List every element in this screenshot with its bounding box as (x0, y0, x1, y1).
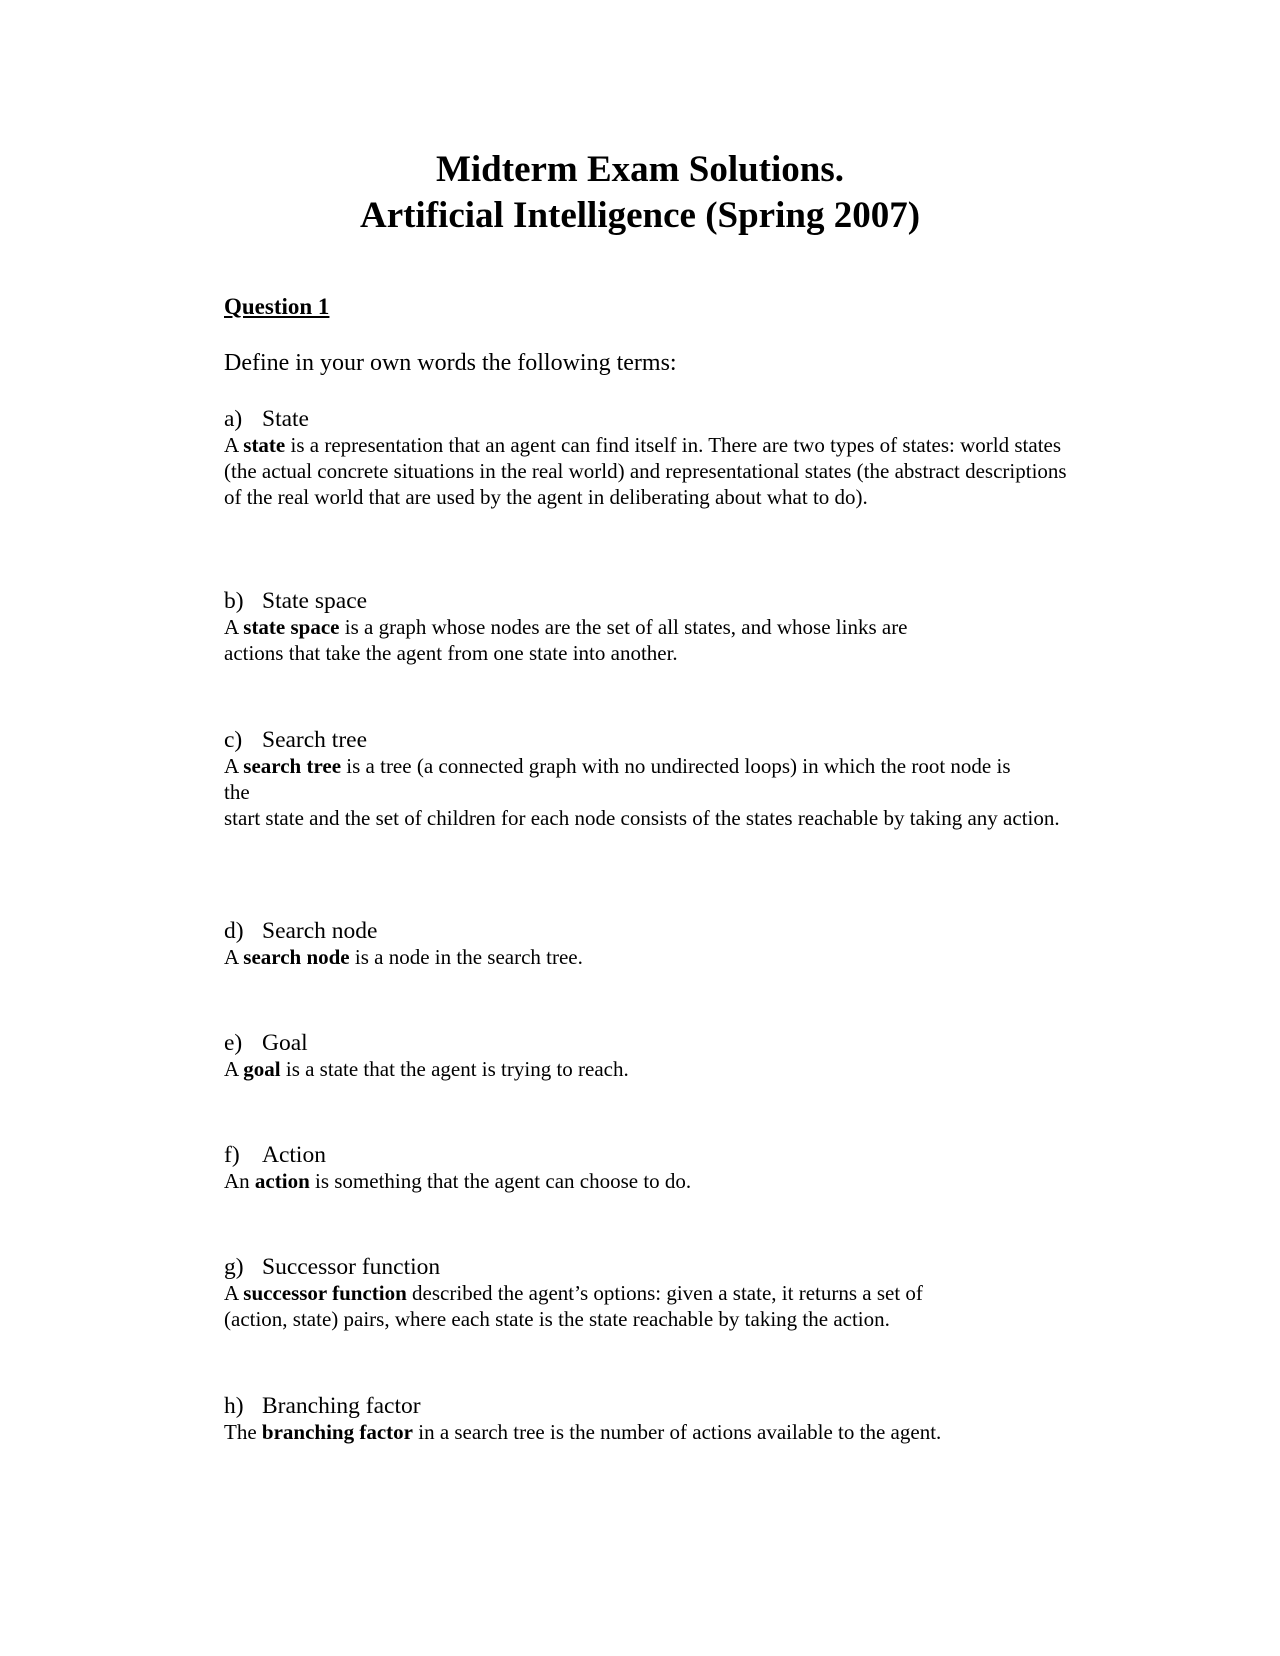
term-item-search-node (224, 918, 1084, 970)
term-definition-continued: actions that take the agent from one state into another. (224, 641, 678, 666)
definition-prefix: An (224, 1169, 255, 1193)
term-name: Search node (262, 918, 378, 944)
term-name: State (262, 406, 309, 432)
term-definition (224, 432, 1084, 511)
term-definition (224, 1280, 1084, 1306)
term-item-branching-factor (224, 1393, 1084, 1445)
term-item-goal (224, 1030, 1084, 1082)
definition-bold-term: state space (243, 615, 340, 639)
term-definition (224, 753, 1084, 779)
definition-prefix: A (224, 1057, 244, 1081)
definition-bold-term: search node (243, 945, 350, 969)
term-letter: c) (224, 727, 243, 753)
term-definition (224, 614, 1084, 640)
term-letter: d) (224, 918, 244, 944)
term-item-state-space (224, 588, 1084, 666)
term-definition (224, 1419, 1084, 1445)
definition-prefix: A (224, 754, 244, 778)
question-intro: Define in your own words the following terms: (224, 350, 677, 376)
term-letter: g) (224, 1254, 244, 1280)
question-heading: Question 1 (224, 294, 330, 319)
term-heading (224, 1254, 1084, 1280)
term-definition-continued: the (224, 780, 250, 805)
term-heading (224, 1142, 1084, 1168)
term-letter: a) (224, 406, 243, 432)
term-definition-continued: (action, state) pairs, where each state is the state reachable by taking the action. (224, 1307, 890, 1332)
term-heading (224, 1030, 1084, 1056)
term-heading (224, 406, 1084, 432)
definition-prefix: A (224, 1281, 244, 1305)
term-name: Search tree (262, 727, 368, 753)
term-name: State space (262, 588, 368, 614)
definition-bold-term: goal (243, 1057, 281, 1081)
term-name: Successor function (262, 1254, 441, 1280)
term-letter: f) (224, 1142, 240, 1168)
document-title-line2: Artificial Intelligence (Spring 2007) (359, 195, 921, 236)
term-name: Action (262, 1142, 326, 1168)
term-definition-continued: start state and the set of children for each node consists of the states reachable by taking any action. (224, 806, 1060, 831)
term-definition (224, 944, 1084, 970)
definition-text: in a search tree is the number of actions available to the agent. (412, 1420, 942, 1444)
definition-text: is a tree (a connected graph with no undirected loops) in which the root node is (341, 754, 1011, 778)
term-name: Goal (262, 1030, 308, 1056)
term-letter: b) (224, 588, 244, 614)
definition-prefix: A (224, 945, 244, 969)
definition-text: is a node in the search tree. (349, 945, 583, 969)
term-letter: h) (224, 1393, 244, 1419)
document-title-line1: Midterm Exam Solutions. (435, 149, 845, 190)
definition-text: is a representation that an agent can find itself in. There are two types of states: world states (the actual concrete situations in the real world) and representational states (the abstract descriptions of the real world that are used by the agent in deliberating about what to do). (224, 433, 1067, 510)
term-name: Branching factor (262, 1393, 421, 1419)
definition-bold-term: state (243, 433, 286, 457)
definition-bold-term: action (254, 1169, 310, 1193)
term-heading (224, 588, 1084, 614)
definition-text: is something that the agent can choose to do. (309, 1169, 692, 1193)
definition-bold-term: successor function (243, 1281, 407, 1305)
definition-prefix: A (224, 433, 244, 457)
term-heading (224, 1393, 1084, 1419)
term-item-state (224, 406, 1084, 511)
term-heading (224, 727, 1084, 753)
term-item-action (224, 1142, 1084, 1194)
term-definition (224, 1056, 1084, 1082)
definition-bold-term: search tree (243, 754, 342, 778)
definition-bold-term: branching factor (261, 1420, 413, 1444)
term-heading (224, 918, 1084, 944)
definition-text: is a state that the agent is trying to reach. (280, 1057, 629, 1081)
term-item-search-tree (224, 727, 1084, 832)
definition-text: is a graph whose nodes are the set of all states, and whose links are (339, 615, 908, 639)
term-definition (224, 1168, 1084, 1194)
definition-text: described the agent’s options: given a state, it returns a set of (406, 1281, 923, 1305)
definition-prefix: The (224, 1420, 262, 1444)
definition-prefix: A (224, 615, 244, 639)
term-item-successor-function (224, 1254, 1084, 1332)
term-letter: e) (224, 1030, 243, 1056)
